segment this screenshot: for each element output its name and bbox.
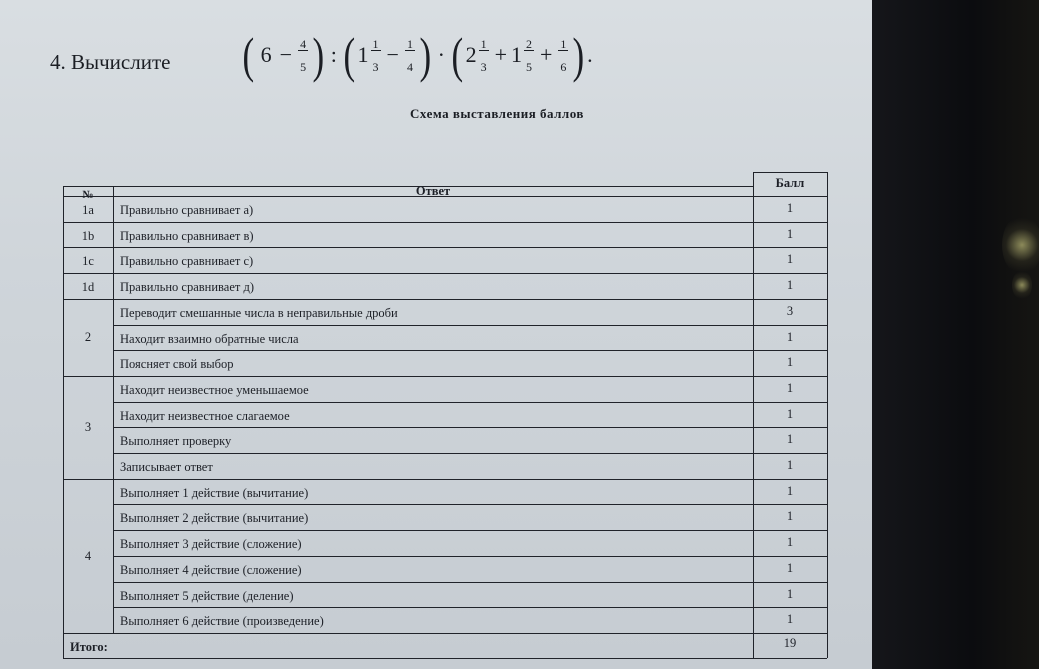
- header-num: №: [82, 189, 94, 201]
- num-cell: 3: [84, 420, 92, 435]
- score-cell: 3: [786, 303, 794, 318]
- score-cell: 1: [786, 406, 794, 421]
- dark-background: [872, 0, 1039, 669]
- score-cell: 1: [786, 612, 794, 627]
- answer-cell: Выполняет 6 действие (произведение): [120, 614, 324, 629]
- row-divider: [113, 582, 827, 583]
- score-cell: 1: [786, 535, 794, 550]
- score-cell: 1: [786, 458, 794, 472]
- row-divider: [113, 504, 827, 505]
- row-divider: [113, 607, 827, 608]
- open-paren: (: [242, 27, 255, 83]
- num-cell: 4: [84, 548, 92, 563]
- fraction-denominator: 3: [480, 59, 487, 74]
- score-cell: 1: [786, 509, 794, 524]
- fraction-denominator: 5: [300, 59, 307, 74]
- row-divider: [113, 556, 827, 557]
- light-spot: [1012, 270, 1032, 300]
- answer-cell: Записывает ответ: [120, 460, 213, 474]
- row-divider: [63, 633, 827, 634]
- expr-operator: −: [279, 42, 293, 67]
- answer-cell: Выполняет 1 действие (вычитание): [120, 485, 309, 500]
- answer-cell: Находит неизвестное слагаемое: [120, 408, 290, 423]
- expr-number: 1: [357, 42, 369, 67]
- answer-cell: Поясняет свой выбор: [120, 357, 234, 372]
- scheme-title: Схема выставления баллов: [410, 106, 584, 121]
- fraction-denominator: 4: [406, 59, 413, 74]
- answer-cell: Правильно сравнивает д): [120, 280, 254, 295]
- light-spot: [1002, 215, 1039, 275]
- row-divider: [113, 350, 827, 351]
- expr-number: 2: [465, 42, 477, 67]
- fraction-denominator: 5: [526, 59, 532, 74]
- expr-operator: +: [494, 42, 507, 67]
- answer-cell: Правильно сравнивает с): [120, 254, 254, 269]
- score-cell: 1: [786, 560, 794, 575]
- score-cell: 1: [786, 355, 794, 370]
- answer-cell: Выполняет 3 действие (сложение): [120, 537, 302, 552]
- total-label: Итого:: [70, 639, 108, 654]
- score-cell: 1: [786, 201, 794, 215]
- fraction-numerator: 1: [560, 36, 567, 51]
- table-border-right: [827, 172, 828, 658]
- expr-operator: ·: [437, 42, 445, 67]
- fraction-numerator: 1: [480, 36, 487, 51]
- score-cell: 1: [786, 432, 794, 447]
- fraction-numerator: 2: [526, 36, 532, 51]
- open-paren: (: [343, 27, 356, 83]
- header-score: Балл: [775, 176, 805, 190]
- header-answer: Ответ: [415, 184, 451, 198]
- expr-period: .: [587, 42, 593, 67]
- close-paren: ): [419, 27, 432, 83]
- fraction-denominator: 3: [372, 59, 379, 74]
- row-divider: [63, 479, 827, 480]
- table-border-top: [753, 172, 827, 173]
- task-label: 4. Вычислите: [50, 50, 171, 74]
- score-cell: 1: [786, 329, 794, 344]
- row-divider: [113, 402, 827, 403]
- num-cell: 1c: [82, 254, 94, 269]
- fraction-numerator: 1: [406, 36, 413, 51]
- row-divider: [113, 453, 827, 454]
- score-cell: 1: [786, 278, 794, 293]
- score-cell: 1: [786, 380, 794, 395]
- expr-operator: +: [540, 42, 553, 67]
- num-cell: 1a: [82, 203, 94, 217]
- answer-cell: Выполняет 2 действие (вычитание): [120, 511, 309, 526]
- close-paren: ): [312, 27, 325, 83]
- score-cell: 1: [786, 226, 794, 241]
- expr-number: 6: [260, 42, 272, 67]
- num-cell: 1b: [81, 228, 95, 243]
- row-divider: [63, 247, 827, 248]
- row-divider: [113, 530, 827, 531]
- score-cell: 1: [786, 252, 794, 267]
- fraction-denominator: 6: [560, 59, 567, 74]
- table-border-bottom: [63, 658, 827, 659]
- row-divider: [63, 222, 827, 223]
- answer-cell: Переводит смешанные числа в неправильные дроби: [120, 305, 398, 320]
- answer-cell: Выполняет 5 действие (деление): [120, 588, 294, 603]
- answer-cell: Выполняет проверку: [120, 434, 232, 449]
- score-cell: 1: [786, 586, 794, 601]
- answer-cell: Правильно сравнивает в): [120, 228, 254, 243]
- column-divider: [113, 186, 114, 633]
- expr-number: 1: [511, 42, 522, 67]
- answer-cell: Находит взаимно обратные числа: [120, 331, 299, 346]
- expr-operator: −: [386, 42, 399, 67]
- fraction-numerator: 4: [300, 36, 307, 51]
- open-paren: (: [451, 27, 464, 83]
- expr-operator: :: [330, 42, 337, 67]
- row-divider: [63, 299, 827, 300]
- score-cell: 1: [786, 483, 794, 498]
- fraction-numerator: 1: [372, 36, 379, 51]
- num-cell: 1d: [81, 280, 95, 295]
- num-cell: 2: [84, 330, 92, 345]
- answer-cell: Выполняет 4 действие (сложение): [120, 562, 302, 577]
- row-divider: [63, 376, 827, 377]
- row-divider: [113, 325, 827, 326]
- answer-cell: Правильно сравнивает а): [120, 203, 254, 217]
- close-paren: ): [572, 27, 585, 83]
- row-divider: [113, 427, 827, 428]
- row-divider: [63, 273, 827, 274]
- total-value: 19: [783, 635, 797, 650]
- answer-cell: Находит неизвестное уменьшаемое: [120, 382, 309, 397]
